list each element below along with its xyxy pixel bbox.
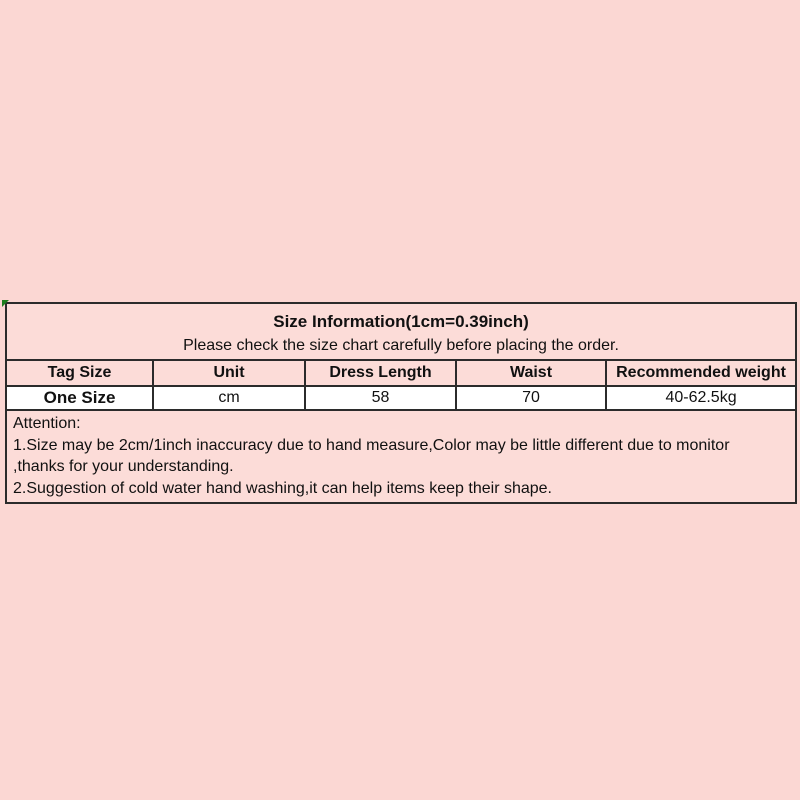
table-subtitle: Please check the size chart carefully before placing the order. [183,337,619,354]
size-information-table [5,302,795,504]
size-table [5,302,797,504]
attention-heading: Attention: [13,415,81,432]
attention-row [6,410,796,503]
attention-note-2: 2.Suggestion of cold water hand washing,it can help items keep their shape. [13,479,552,497]
header-waist: Waist [456,360,606,386]
attention-note-1-continued: ,thanks for your understanding. [13,458,234,475]
cell-waist: 70 [456,386,606,410]
header-tag-size: Tag Size [6,360,153,386]
title-cell [6,303,796,360]
table-row [6,386,796,410]
header-dress-length: Dress Length [305,360,456,386]
table-title: Size Information(1cm=0.39inch) [273,312,529,331]
header-unit: Unit [153,360,305,386]
attention-note-1: 1.Size may be 2cm/1inch inaccuracy due to hand measure,Color may be little different due to monitor [13,436,730,454]
cell-tag-size: One Size [6,386,153,410]
title-row [6,303,796,360]
cell-unit: cm [153,386,305,410]
cell-dress-length: 58 [305,386,456,410]
cell-recommended-weight: 40-62.5kg [606,386,796,410]
column-header-row [6,360,796,386]
excel-corner-flag-icon [2,300,9,307]
attention-cell [6,410,796,503]
header-recommended-weight: Recommended weight [606,360,796,386]
